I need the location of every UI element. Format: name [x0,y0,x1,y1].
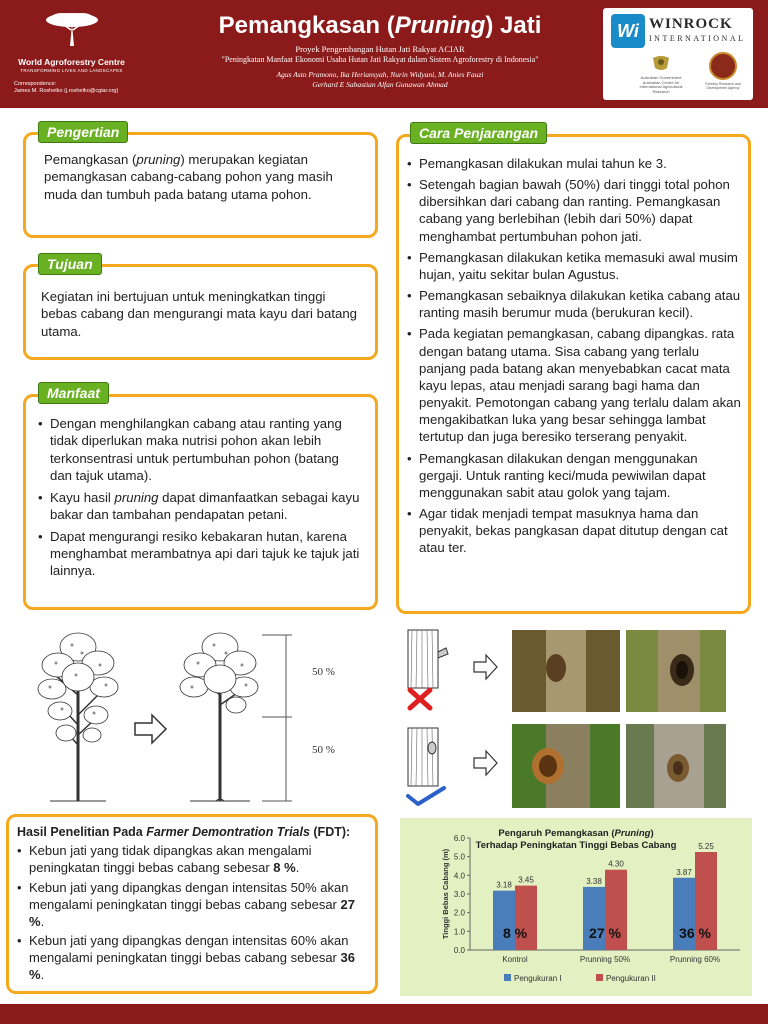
y-tick-label: 5.0 [453,852,465,862]
legend-swatch [504,974,511,981]
legend-swatch [596,974,603,981]
increase-annotation: 8 % [502,925,528,941]
right-arrow-icon [135,715,166,743]
legend-label: Pengukuran II [606,974,656,983]
org-tagline: TRANSFORMING LIVES AND LANDSCAPES [20,68,123,73]
winrock-logo [611,14,745,48]
bar-1 [493,891,515,950]
height-brackets [262,635,292,801]
photo-stub-2 [626,630,726,712]
tujuan-tab: Tujuan [38,253,102,275]
correspondence-label: Correspondence: [14,81,57,87]
y-tick-label: 3.0 [453,890,465,899]
pengertian-tab: Pengertian [38,121,128,143]
tree-before-icon [38,633,118,801]
bar-value-label: 3.87 [676,867,692,877]
chart-panel [400,818,752,996]
cara-item: • Agar tidak menjadi tempat masuknya hama dan penyakit, bekas pangkasan dapat ditutup dengan cat atau ter. [407,505,743,556]
authors-line-2: Gerhard E Sabastian Alfan Gunawan Ahmad [312,80,448,90]
bar-value-label: 3.18 [496,880,512,890]
correspondence-contact: James M. Roshetko (j.roshetko@cgiar.org) [14,88,119,95]
hasil-item: • Kebun jati yang dipangkas dengan intensitas 50% akan mengalami peningkatan tinggi bebas cabang sebesar 27 %. [17,880,372,931]
photo-stub-1 [512,630,620,712]
cara-box [396,134,751,614]
y-tick-label: 0.0 [453,946,465,955]
bar-value-label: 4.30 [608,859,624,869]
y-tick-label: 1.0 [453,927,465,937]
authors-line-1: Agus Asto Pramono, Ika Heriansyah, Nurin Widyani, M. Anies Fauzi [276,70,484,79]
wrong-x-icon [410,690,430,708]
cara-item: • Setengah bagian bawah (50%) dari tinggi total pohon dibersihkan dari cabang dan ranting. Pemangkasan cabang yang berlebihan (lebih dari 50%) dapat menghambat pertumbuhan pohon jati. [407,176,743,245]
right-arrow-icon [474,751,497,775]
photo-flush-2 [626,724,726,808]
icraf-logo [14,10,129,95]
increase-annotation: 27 % [589,925,621,941]
cara-item: • Pada kegiatan pemangkasan, cabang dipangkas. rata dengan batang utama. Sisa cabang yang terlalu panjang pada batang akan menyebabkan cacat mata kayu lepas, atau menjadi sarang bagi hama dan penyakit. Pemotongan cabang yang terlalu dalam akan mengakibatkan luka yang besar sehingga lambat tertutup dan juga beresiko terserang penyakit. [407,325,743,445]
correspondence [14,81,129,95]
trunk-stub-sketch [408,630,448,688]
project-subtitle: "Peningkatan Manfaat Ekonomi Usaha Hutan Jati Rakyat dalam Sistem Agroforestry di Indonesia" [221,55,539,64]
x-tick-label: Prunning 50% [579,955,631,964]
tree-logo-icon [42,10,102,50]
cara-item: • Pemangkasan dilakukan dengan menggunakan gergaji. Untuk ranting keci/muda pewiwilan dapat menggunakan sabit atau golok yang tajam. [407,450,743,501]
poster-title-block [170,12,590,90]
hasil-title: Hasil Penelitian Pada Farmer Demontration Trials (FDT): [17,825,351,839]
cara-item: • Pemangkasan sebaiknya dilakukan ketika cabang atau ranting masih berumur muda (berukuran kecil). [407,287,743,321]
pengertian-text: Pemangkasan (pruning) merupakan kegiatan pemangkasan cabang-cabang pohon yang masih muda dan tumbuh pada batang utama pohon. [44,152,333,202]
tree-after-icon [180,633,258,801]
partner-logos [603,8,753,100]
poster-footer [0,1004,768,1024]
trunk-flush-sketch [408,728,438,786]
percent-label-bottom: 50 % [312,744,335,756]
tujuan-text: Kegiatan ini bertujuan untuk meningkatkan tinggi bebas cabang dan mengurangi mata kayu dari batang utama. [41,289,357,339]
hasil-box [6,814,378,994]
poster-header [0,0,768,108]
right-arrow-icon [474,655,497,679]
authors [170,70,590,90]
forda-emblem-icon [709,52,737,80]
australian-crest-icon [650,54,672,72]
cara-item: • Pemangkasan dilakukan ketika memasuki awal musim hujan, yaitu sekitar bulan Agustus. [407,249,743,283]
manfaat-tab: Manfaat [38,382,109,404]
manfaat-box [23,394,378,610]
y-tick-label: 2.0 [453,908,465,918]
photo-flush-1 [512,724,620,808]
cara-tab: Cara Penjarangan [410,122,547,144]
y-tick-label: 6.0 [453,834,465,843]
pengertian-box [23,132,378,238]
cara-list [407,155,743,560]
winrock-international: INTERNATIONAL [649,34,746,43]
bar-value-label: 3.38 [586,876,602,886]
percent-label-top: 50 % [312,666,335,678]
y-axis-label: Tinggi Bebas Cabang (m) [441,848,450,940]
project-name: Proyek Pengembangan Hutan Jati Rakyat ACIAR [295,44,465,54]
hasil-item: • Kebun jati yang tidak dipangkas akan mengalami peningkatan tinggi bebas cabang sebesar 8 %. [17,843,372,877]
poster-title: Pemangkasan (Pruning) Jati [218,12,542,39]
tujuan-box [23,264,378,360]
x-tick-label: Kontrol [502,955,528,964]
chart-title-line-2: Terhadap Peningkatan Tinggi Bebas Cabang [475,839,677,851]
manfaat-item: • Dengan menghilangkan cabang atau ranting yang tidak diperlukan maka nutrisi pohon akan lebih terkonsentrasi untuk pertumbuhan pohon (batang dan tajuk utama). [38,415,363,485]
check-icon [408,788,444,804]
pruning-photos [396,624,756,810]
manfaat-item: • Dapat mengurangi resiko kebakaran hutan, karena menghambat merambatnya api dari tajuk ke tajuk jati lainnya. [38,528,363,580]
bar-value-label: 5.25 [698,842,714,851]
forda-label: Forestry Research and Development Agency [705,82,741,90]
increase-annotation: 36 % [679,925,711,941]
aus-label-2: Australian Centre for International Agricultural Research [639,79,683,95]
cara-item: • Pemangkasan dilakukan mulai tahun ke 3. [407,155,743,172]
manfaat-item: • Kayu hasil pruning dapat dimanfaatkan sebagai kayu bakar dan tambahan pendapatan petani. [38,489,363,524]
x-tick-label: Prunning 60% [669,955,721,964]
forda-logo [703,52,743,90]
winrock-name: WINROCK [649,16,733,32]
bar-chart [400,818,752,996]
manfaat-list [38,415,363,584]
legend-label: Pengukuran I [514,974,562,983]
aciar-logo [633,54,689,95]
pruning-tree-diagram [30,625,380,805]
hasil-item: • Kebun jati yang dipangkas dengan intensitas 60% akan mengalami peningkatan tinggi bebas cabang sebesar 36 %. [17,933,372,984]
winrock-mark: Wi [611,14,645,48]
y-tick-label: 4.0 [453,871,465,881]
chart-title-line-1: Pengaruh Pemangkasan (Pruning) [498,828,654,839]
hasil-list [17,843,372,987]
bar-value-label: 3.45 [518,875,534,885]
org-name: World Agroforestry Centre [18,57,125,67]
aus-label-1: Australian Government [640,74,682,80]
